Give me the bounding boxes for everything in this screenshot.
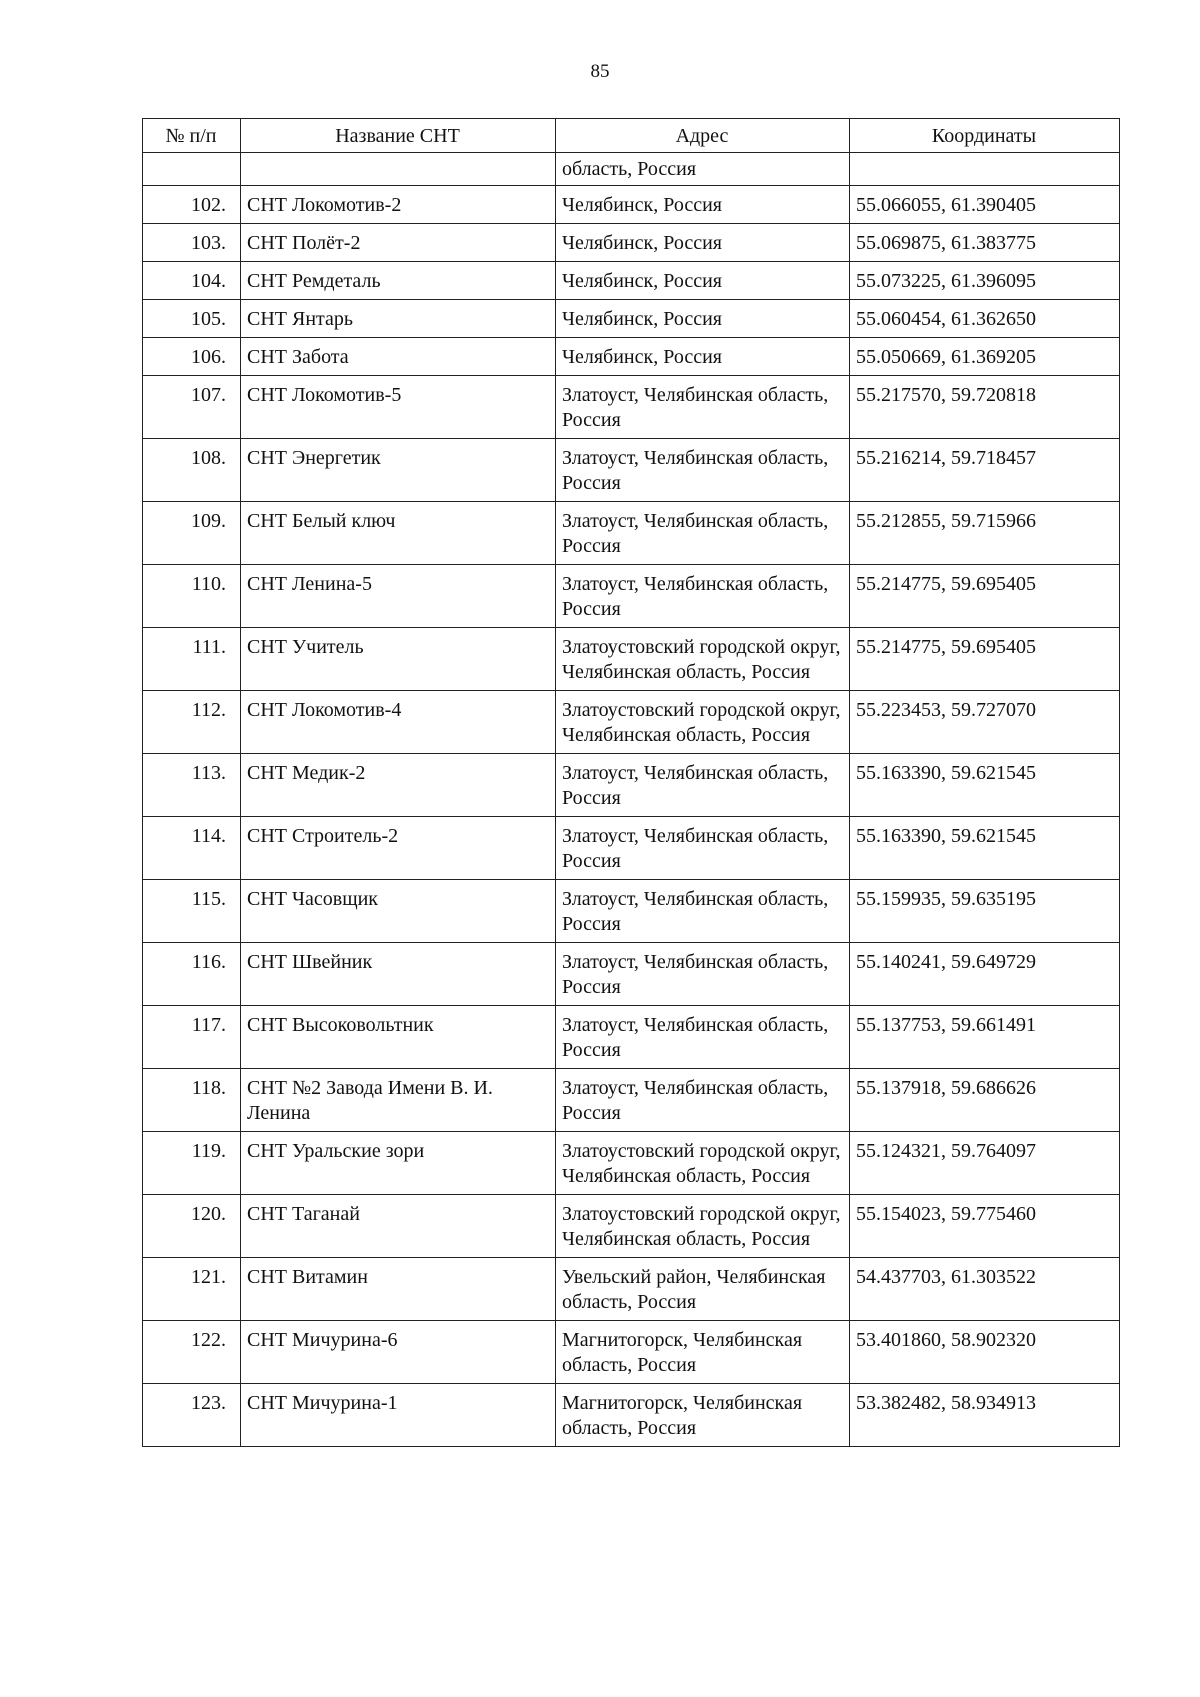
- cell-address: Магнитогорск, Челябинская область, Россия: [556, 1321, 850, 1384]
- cell-coords: 55.154023, 59.775460: [850, 1195, 1120, 1258]
- cell-num: 102.: [143, 186, 241, 224]
- continuation-row: [143, 153, 1120, 186]
- table-row: [143, 817, 1120, 880]
- cell-num: 122.: [143, 1321, 241, 1384]
- header-address: Адрес: [556, 119, 850, 153]
- cell-num: 115.: [143, 880, 241, 943]
- cell-coords: 55.069875, 61.383775: [850, 224, 1120, 262]
- table-row: [143, 943, 1120, 1006]
- cell-name: СНТ Полёт-2: [241, 224, 556, 262]
- cell-address: Златоуст, Челябинская область, Россия: [556, 754, 850, 817]
- cell-name: СНТ Локомотив-5: [241, 376, 556, 439]
- cell-address: Златоуст, Челябинская область, Россия: [556, 565, 850, 628]
- cell-name: СНТ Швейник: [241, 943, 556, 1006]
- table-row: [143, 262, 1120, 300]
- cell-coords: 54.437703, 61.303522: [850, 1258, 1120, 1321]
- cell-num: 106.: [143, 338, 241, 376]
- cell-address: Златоустовский городской округ, Челябинская область, Россия: [556, 628, 850, 691]
- cell-num: 114.: [143, 817, 241, 880]
- cell-address: Челябинск, Россия: [556, 262, 850, 300]
- cell-num: 117.: [143, 1006, 241, 1069]
- cell-coords: 55.217570, 59.720818: [850, 376, 1120, 439]
- cell-name: СНТ Часовщик: [241, 880, 556, 943]
- cell-address: Челябинск, Россия: [556, 338, 850, 376]
- cell-coords: 55.140241, 59.649729: [850, 943, 1120, 1006]
- cell-name: СНТ Высоковольтник: [241, 1006, 556, 1069]
- table-row: [143, 1195, 1120, 1258]
- cell-coords: 55.066055, 61.390405: [850, 186, 1120, 224]
- cell-address: Златоустовский городской округ, Челябинская область, Россия: [556, 691, 850, 754]
- cell-num: 121.: [143, 1258, 241, 1321]
- table-row: [143, 1384, 1120, 1447]
- cell-name: СНТ Медик-2: [241, 754, 556, 817]
- table-header: [143, 119, 1120, 153]
- cell-address: Златоуст, Челябинская область, Россия: [556, 439, 850, 502]
- cell-coords: 53.401860, 58.902320: [850, 1321, 1120, 1384]
- cell-num: 116.: [143, 943, 241, 1006]
- cell-coords: 55.124321, 59.764097: [850, 1132, 1120, 1195]
- cell-address: Златоуст, Челябинская область, Россия: [556, 1006, 850, 1069]
- cell-address: Златоуст, Челябинская область, Россия: [556, 817, 850, 880]
- cell-coords: [850, 153, 1120, 186]
- cell-address: Златоуст, Челябинская область, Россия: [556, 880, 850, 943]
- snt-table: [142, 118, 1120, 1447]
- cell-num: 120.: [143, 1195, 241, 1258]
- cell-coords: 55.212855, 59.715966: [850, 502, 1120, 565]
- cell-num: 107.: [143, 376, 241, 439]
- cell-coords: 55.163390, 59.621545: [850, 817, 1120, 880]
- cell-coords: 55.214775, 59.695405: [850, 565, 1120, 628]
- cell-coords: 55.223453, 59.727070: [850, 691, 1120, 754]
- cell-name: СНТ №2 Завода Имени В. И. Ленина: [241, 1069, 556, 1132]
- cell-num: [143, 153, 241, 186]
- cell-address: Златоуст, Челябинская область, Россия: [556, 1069, 850, 1132]
- table-row: [143, 628, 1120, 691]
- table-row: [143, 376, 1120, 439]
- table-body: [143, 153, 1120, 1447]
- cell-address: Челябинск, Россия: [556, 224, 850, 262]
- cell-num: 112.: [143, 691, 241, 754]
- cell-address: Златоуст, Челябинская область, Россия: [556, 502, 850, 565]
- cell-address: Магнитогорск, Челябинская область, Россия: [556, 1384, 850, 1447]
- cell-name: СНТ Локомотив-4: [241, 691, 556, 754]
- cell-name: СНТ Ленина-5: [241, 565, 556, 628]
- cell-num: 110.: [143, 565, 241, 628]
- cell-coords: 55.163390, 59.621545: [850, 754, 1120, 817]
- cell-num: 105.: [143, 300, 241, 338]
- cell-name: СНТ Учитель: [241, 628, 556, 691]
- table-row: [143, 224, 1120, 262]
- cell-address: Златоустовский городской округ, Челябинская область, Россия: [556, 1195, 850, 1258]
- table-row: [143, 1132, 1120, 1195]
- table-row: [143, 880, 1120, 943]
- cell-name: СНТ Забота: [241, 338, 556, 376]
- cell-address: Златоуст, Челябинская область, Россия: [556, 376, 850, 439]
- table-row: [143, 1069, 1120, 1132]
- cell-name: СНТ Мичурина-1: [241, 1384, 556, 1447]
- cell-coords: 55.137753, 59.661491: [850, 1006, 1120, 1069]
- cell-num: 118.: [143, 1069, 241, 1132]
- header-name: Название СНТ: [241, 119, 556, 153]
- cell-name: СНТ Уральские зори: [241, 1132, 556, 1195]
- cell-name: СНТ Витамин: [241, 1258, 556, 1321]
- cell-num: 109.: [143, 502, 241, 565]
- header-coords: Координаты: [850, 119, 1120, 153]
- table-row: [143, 1321, 1120, 1384]
- cell-coords: 55.050669, 61.369205: [850, 338, 1120, 376]
- cell-coords: 55.137918, 59.686626: [850, 1069, 1120, 1132]
- cell-coords: 55.060454, 61.362650: [850, 300, 1120, 338]
- cell-num: 103.: [143, 224, 241, 262]
- table-row: [143, 754, 1120, 817]
- cell-name: СНТ Мичурина-6: [241, 1321, 556, 1384]
- cell-num: 111.: [143, 628, 241, 691]
- cell-coords: 55.214775, 59.695405: [850, 628, 1120, 691]
- cell-name: СНТ Белый ключ: [241, 502, 556, 565]
- cell-name: [241, 153, 556, 186]
- header-num: № п/п: [143, 119, 241, 153]
- cell-name: СНТ Локомотив-2: [241, 186, 556, 224]
- table-row: [143, 1006, 1120, 1069]
- cell-coords: 55.159935, 59.635195: [850, 880, 1120, 943]
- cell-coords: 53.382482, 58.934913: [850, 1384, 1120, 1447]
- cell-name: СНТ Янтарь: [241, 300, 556, 338]
- table-row: [143, 691, 1120, 754]
- cell-address: Челябинск, Россия: [556, 300, 850, 338]
- cell-name: СНТ Строитель-2: [241, 817, 556, 880]
- cell-num: 104.: [143, 262, 241, 300]
- table-row: [143, 565, 1120, 628]
- cell-coords: 55.073225, 61.396095: [850, 262, 1120, 300]
- table-row: [143, 1258, 1120, 1321]
- cell-name: СНТ Таганай: [241, 1195, 556, 1258]
- cell-address: область, Россия: [556, 153, 850, 186]
- header-row: [143, 119, 1120, 153]
- table-row: [143, 439, 1120, 502]
- cell-name: СНТ Ремдеталь: [241, 262, 556, 300]
- cell-num: 119.: [143, 1132, 241, 1195]
- cell-name: СНТ Энергетик: [241, 439, 556, 502]
- table-row: [143, 502, 1120, 565]
- cell-coords: 55.216214, 59.718457: [850, 439, 1120, 502]
- page-number: 85: [590, 61, 610, 82]
- cell-address: Увельский район, Челябинская область, Россия: [556, 1258, 850, 1321]
- cell-num: 113.: [143, 754, 241, 817]
- table-row: [143, 186, 1120, 224]
- cell-address: Златоустовский городской округ, Челябинская область, Россия: [556, 1132, 850, 1195]
- cell-address: Челябинск, Россия: [556, 186, 850, 224]
- table-row: [143, 300, 1120, 338]
- cell-num: 108.: [143, 439, 241, 502]
- cell-address: Златоуст, Челябинская область, Россия: [556, 943, 850, 1006]
- table-row: [143, 338, 1120, 376]
- cell-num: 123.: [143, 1384, 241, 1447]
